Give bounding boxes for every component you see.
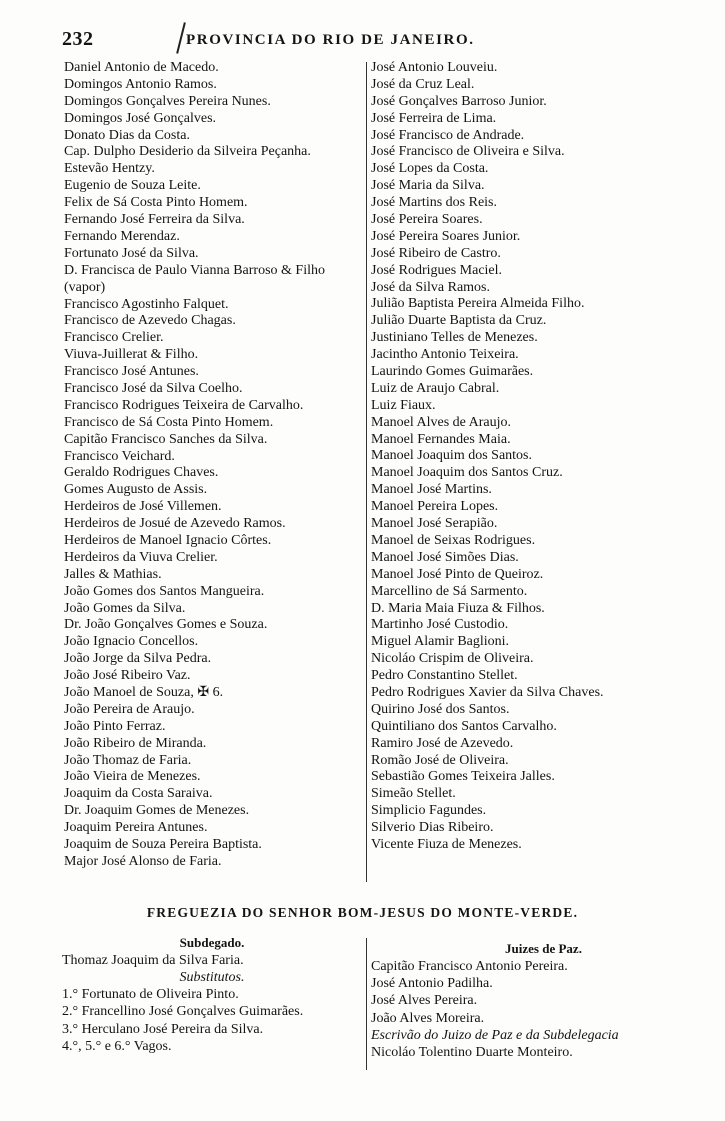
name-entry: Francisco José da Silva Coelho.: [64, 380, 243, 396]
substitutes-heading: Substitutos.: [179, 970, 245, 986]
name-entry: Cap. Dulpho Desiderio da Silveira Peçanha.: [64, 144, 311, 160]
name-entry: Manoel Pereira Lopes.: [371, 499, 499, 515]
name-entry: Jacintho Antonio Teixeira.: [371, 347, 519, 363]
name-entry: Daniel Antonio de Macedo.: [64, 60, 219, 75]
name-entry: José Maria da Silva.: [371, 178, 485, 194]
name-entry: Estevão Hentzy.: [64, 161, 155, 177]
section-column-divider: [366, 938, 367, 1070]
name-entry: João Pinto Ferraz.: [64, 718, 166, 734]
name-entry: D. Francisca de Paulo Vianna Barroso & Filho (vapor): [64, 262, 325, 295]
substitute-item: 3.° Herculano José Pereira da Silva.: [62, 1021, 264, 1037]
name-entry: Dr. Joaquim Gomes de Menezes.: [64, 803, 250, 819]
justice-item: Capitão Francisco Antonio Pereira.: [371, 959, 568, 974]
subdelegate-block: [62, 934, 362, 1055]
name-entry: Joaquim de Souza Pereira Baptista.: [64, 837, 262, 852]
name-entry: Joaquim Pereira Antunes.: [64, 820, 208, 836]
substitute-item: 1.° Fortunato de Oliveira Pinto.: [62, 987, 239, 1003]
name-entry: João Manoel de Souza, ✠ 6.: [64, 684, 224, 700]
name-entry: Manoel José Serapião.: [371, 516, 498, 532]
name-entry: Miguel Alamir Baglioni.: [371, 634, 510, 650]
clerk-title: Escrivão do Juizo de Paz e da Subdelegacia: [371, 1027, 619, 1043]
substitute-item: 4.°, 5.° e 6.° Vagos.: [62, 1038, 172, 1054]
name-entry: Francisco Rodrigues Teixeira de Carvalho.: [64, 397, 304, 413]
name-entry: Geraldo Rodrigues Chaves.: [64, 465, 219, 481]
name-entry: José Gonçalves Barroso Junior.: [371, 93, 547, 109]
name-entry: Pedro Rodrigues Xavier da Silva Chaves.: [371, 684, 604, 700]
name-entry: João Ignacio Concellos.: [64, 634, 199, 650]
name-entry: Romão José de Oliveira.: [371, 752, 509, 768]
name-entry: José Antonio Louveiu.: [371, 60, 498, 75]
name-entry: João Vieira de Menezes.: [64, 769, 201, 785]
column-divider: [366, 62, 367, 882]
name-entry: Justiniano Telles de Menezes.: [371, 330, 538, 346]
page-number: 232: [62, 28, 94, 50]
name-entry: Manoel Joaquim dos Santos.: [371, 448, 532, 464]
name-entry: Major José Alonso de Faria.: [64, 853, 222, 869]
name-entry: João Gomes dos Santos Mangueira.: [64, 583, 265, 599]
name-entry: Dr. João Gonçalves Gomes e Souza.: [64, 617, 268, 633]
name-entry: Manoel Fernandes Maia.: [371, 431, 511, 447]
subdelegate-heading: Subdegado.: [179, 935, 245, 950]
name-entry: Herdeiros de José Villemen.: [64, 499, 222, 515]
name-entry: José Lopes da Costa.: [371, 161, 489, 177]
name-entry: Fernando José Ferreira da Silva.: [64, 212, 245, 228]
name-entry: Luiz Fiaux.: [371, 397, 436, 413]
name-entry: Domingos Gonçalves Pereira Nunes.: [64, 93, 271, 109]
name-entry: João Jorge da Silva Pedra.: [64, 651, 212, 667]
name-entry: Viuva-Juillerat & Filho.: [64, 347, 199, 363]
name-entry: Silverio Dias Ribeiro.: [371, 820, 494, 836]
name-entry: Marcellino de Sá Sarmento.: [371, 583, 528, 599]
name-entry: Quirino José dos Santos.: [371, 701, 510, 717]
name-entry: Manoel José Simões Dias.: [371, 549, 519, 565]
name-entry: Francisco Agostinho Falquet.: [64, 296, 229, 312]
clerk-name: Nicoláo Tolentino Duarte Monteiro.: [371, 1045, 573, 1061]
name-entry: José Francisco de Oliveira e Silva.: [371, 144, 565, 160]
name-entry: José Ferreira de Lima.: [371, 110, 497, 126]
justices-heading: Juizes de Paz.: [505, 941, 582, 956]
name-entry: José Pereira Soares Junior.: [371, 228, 521, 244]
name-entry: Manoel José Pinto de Queiroz.: [371, 566, 544, 582]
name-entry: Fortunato José da Silva.: [64, 245, 199, 261]
name-entry: Capitão Francisco Sanches da Silva.: [64, 431, 268, 447]
name-entry: João Ribeiro de Miranda.: [64, 735, 207, 751]
name-entry: Herdeiros de Manoel Ignacio Côrtes.: [64, 532, 272, 548]
name-entry: Herdeiros da Viuva Crelier.: [64, 549, 218, 565]
name-entry: Quintiliano dos Santos Carvalho.: [371, 718, 557, 734]
name-entry: Simplicio Fagundes.: [371, 803, 487, 819]
substitute-item: 2.° Francellino José Gonçalves Guimarães.: [62, 1004, 304, 1020]
name-entry: Domingos José Gonçalves.: [64, 110, 217, 126]
justices-block: [371, 940, 716, 1061]
name-entry: José Martins dos Reis.: [371, 195, 497, 211]
name-entry: José da Cruz Leal.: [371, 76, 475, 92]
header-slash-mark: [176, 22, 186, 54]
name-entry: João Thomaz de Faria.: [64, 752, 192, 768]
name-entry: José Rodrigues Maciel.: [371, 262, 503, 278]
running-title: PROVINCIA DO RIO DE JANEIRO.: [186, 32, 475, 48]
name-entry: Laurindo Gomes Guimarães.: [371, 364, 534, 380]
left-name-column: [64, 60, 364, 871]
subdelegate-name: Thomaz Joaquim da Silva Faria.: [62, 953, 244, 968]
justice-item: João Alves Moreira.: [371, 1010, 485, 1026]
name-entry: José Pereira Soares.: [371, 212, 483, 228]
name-entry: Donato Dias da Costa.: [64, 127, 190, 143]
name-entry: José Ribeiro de Castro.: [371, 245, 501, 261]
name-entry: D. Maria Maia Fiuza & Filhos.: [371, 600, 545, 616]
name-entry: Simeão Stellet.: [371, 786, 456, 802]
name-entry: Herdeiros de Josué de Azevedo Ramos.: [64, 516, 286, 532]
name-entry: José Francisco de Andrade.: [371, 127, 525, 143]
name-entry: Julião Baptista Pereira Almeida Filho.: [371, 296, 585, 312]
name-entry: Joaquim da Costa Saraiva.: [64, 786, 213, 802]
name-entry: Felix de Sá Costa Pinto Homem.: [64, 195, 248, 211]
name-entry: Vicente Fiuza de Menezes.: [371, 836, 522, 852]
name-entry: Eugenio de Souza Leite.: [64, 178, 201, 194]
justice-item: José Antonio Padilha.: [371, 976, 493, 992]
name-entry: Luiz de Araujo Cabral.: [371, 380, 500, 396]
name-entry: Nicoláo Crispim de Oliveira.: [371, 651, 534, 667]
name-entry: Gomes Augusto de Assis.: [64, 482, 208, 498]
section-title: FREGUEZIA DO SENHOR BOM-JESUS DO MONTE-VERDE.: [146, 905, 579, 920]
name-entry: Francisco de Azevedo Chagas.: [64, 313, 236, 329]
right-name-column: [371, 60, 721, 854]
name-entry: João Gomes da Silva.: [64, 600, 186, 616]
name-entry: Francisco Veichard.: [64, 448, 175, 464]
name-entry: Manoel de Seixas Rodrigues.: [371, 532, 536, 548]
name-entry: Pedro Constantino Stellet.: [371, 668, 518, 684]
name-entry: Francisco José Antunes.: [64, 364, 199, 380]
name-entry: Sebastião Gomes Teixeira Jalles.: [371, 769, 555, 785]
name-entry: Manoel Alves de Araujo.: [371, 414, 511, 430]
justice-item: José Alves Pereira.: [371, 993, 478, 1009]
name-entry: Fernando Merendaz.: [64, 228, 180, 244]
page-header: [62, 28, 572, 52]
name-entry: Jalles & Mathias.: [64, 566, 162, 582]
name-entry: Manoel Joaquim dos Santos Cruz.: [371, 465, 563, 481]
name-entry: José da Silva Ramos.: [371, 279, 490, 295]
name-entry: Francisco de Sá Costa Pinto Homem.: [64, 414, 274, 430]
name-entry: Domingos Antonio Ramos.: [64, 76, 217, 92]
name-entry: Martinho José Custodio.: [371, 617, 509, 633]
name-entry: Ramiro José de Azevedo.: [371, 735, 514, 751]
name-entry: Manoel José Martins.: [371, 482, 492, 498]
name-entry: Julião Duarte Baptista da Cruz.: [371, 313, 547, 329]
name-entry: João José Ribeiro Vaz.: [64, 668, 191, 684]
name-entry: Francisco Crelier.: [64, 330, 164, 346]
name-entry: João Pereira de Araujo.: [64, 701, 195, 717]
